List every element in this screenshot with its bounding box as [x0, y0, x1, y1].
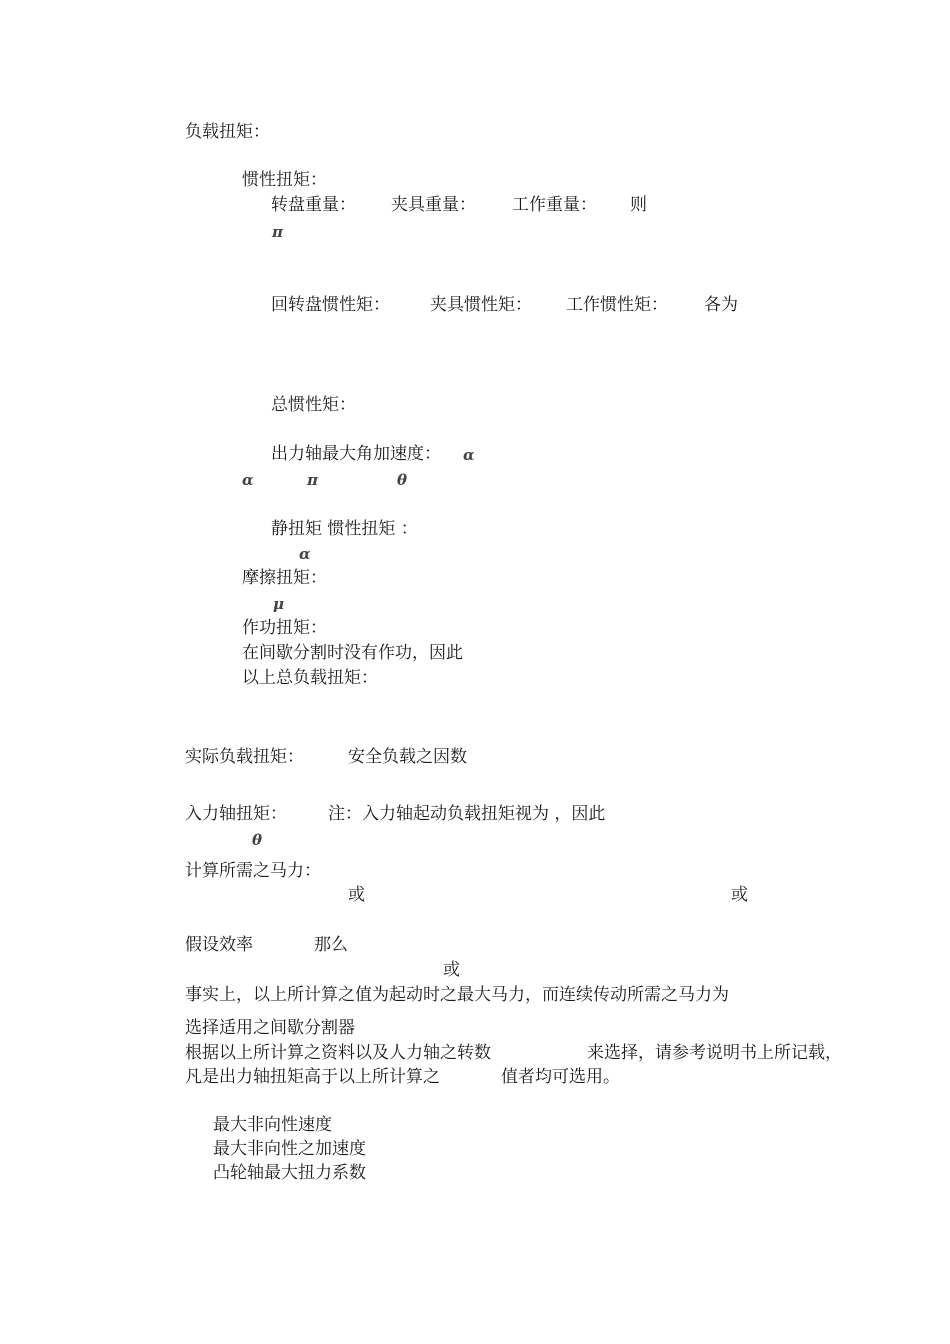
heading-actual-load-torque: 实际负载扭矩： [185, 747, 304, 767]
heading-load-torque: 负载扭矩： [185, 122, 270, 142]
symbol-pi: π [307, 471, 318, 489]
text-respectively: 各为 [704, 295, 738, 315]
label-turntable-inertia: 回转盘惯性矩： [271, 295, 390, 315]
text-safety-factor: 安全负载之因数 [348, 747, 467, 767]
label-turntable-weight: 转盘重量： [271, 195, 356, 215]
list-item: 凸轮轴最大扭力系数 [213, 1163, 366, 1183]
symbol-pi: π [272, 223, 283, 241]
text-note-input: 注：入力轴起动负载扭矩视为 ，因此 [328, 804, 606, 824]
heading-inertia-torque: 惯性扭矩： [242, 170, 327, 190]
symbol-theta: θ [252, 831, 263, 849]
text-based-on: 根据以上所计算之资料以及人力轴之转数 [185, 1043, 491, 1063]
text-or: 或 [731, 885, 748, 905]
heading-work-torque: 作功扭矩： [242, 618, 327, 638]
text-where-output: 凡是出力轴扭矩高于以上所计算之 [185, 1067, 440, 1087]
label-work-weight: 工作重量： [512, 195, 597, 215]
heading-friction-torque: 摩擦扭矩： [242, 568, 327, 588]
text-or: 或 [348, 885, 365, 905]
text-total-load-above: 以上总负载扭矩： [242, 668, 378, 688]
heading-select-indexer: 选择适用之间歇分割器 [185, 1018, 355, 1038]
text-select-ref: 来选择，请参考说明书上所记载， [587, 1043, 842, 1063]
symbol-alpha: α [242, 471, 254, 489]
symbol-mu: μ [273, 595, 284, 613]
text-value-ok: 值者均可选用。 [501, 1067, 620, 1087]
text-then: 那么 [314, 935, 348, 955]
label-max-angular-accel: 出力轴最大角加速度： [271, 444, 441, 464]
symbol-alpha: α [463, 446, 475, 464]
list-item: 最大非向性速度 [213, 1115, 332, 1135]
text-no-work: 在间歇分割时没有作功，因此 [242, 643, 463, 663]
text-assume-efficiency: 假设效率 [185, 935, 253, 955]
heading-input-shaft-torque: 入力轴扭矩： [185, 804, 287, 824]
list-item: 最大非向性之加速度 [213, 1139, 366, 1159]
symbol-theta: θ [397, 471, 408, 489]
text-in-fact: 事实上，以上所计算之值为起动时之最大马力，而连续传动所需之马力为 [185, 985, 729, 1005]
text-then: 则 [630, 195, 647, 215]
label-total-inertia: 总惯性矩： [271, 395, 356, 415]
label-static-inertia-torque: 静扭矩 惯性扭矩 ： [271, 519, 418, 539]
label-fixture-weight: 夹具重量： [391, 195, 476, 215]
symbol-alpha: α [299, 545, 311, 563]
text-or: 或 [443, 960, 460, 980]
heading-calc-horsepower: 计算所需之马力： [185, 861, 321, 881]
label-fixture-inertia: 夹具惯性矩： [430, 295, 532, 315]
label-work-inertia: 工作惯性矩： [566, 295, 668, 315]
